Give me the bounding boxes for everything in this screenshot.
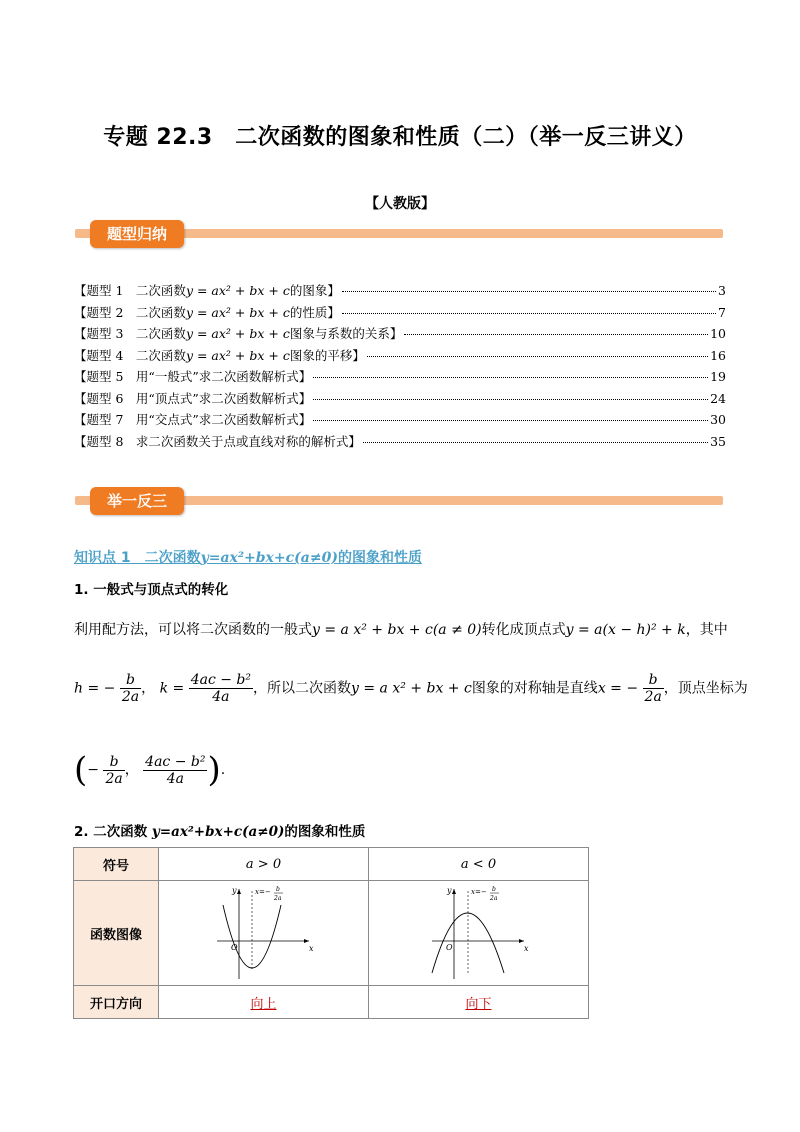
frac-axis — [643, 672, 664, 705]
toc-leader-dots — [363, 442, 708, 443]
toc-item-7[interactable] — [74, 410, 726, 432]
s2-heading-post: 的图象和性质 — [284, 824, 366, 840]
p2-math-general: y = a x² + bx + c — [351, 680, 472, 697]
h-lhs: h = − — [74, 680, 116, 697]
toc-item-label: 【题型 2 二次函数y = ax² + bx + c的性质】 — [74, 304, 340, 320]
frac-k — [189, 672, 253, 705]
toc-page-number: 16 — [710, 347, 726, 363]
p1-math-cond: (a ≠ 0) — [432, 622, 482, 638]
frac-den: 2a — [644, 689, 662, 705]
toc-item-label: 【题型 7 用“交点式”求二次函数解析式】 — [74, 412, 312, 427]
toc-item-label: 【题型 5 用“一般式”求二次函数解析式】 — [74, 369, 312, 384]
frac-num: 4ac − b² — [145, 753, 206, 770]
frac-den: 2a — [121, 689, 140, 705]
toc-item-4[interactable] — [74, 346, 726, 368]
toc-leader-dots — [342, 313, 716, 314]
axis-b-label: b — [491, 886, 496, 893]
open-down-cell — [369, 986, 589, 1019]
parabola-down-graph — [424, 883, 534, 983]
page-title: 专题 22.3 二次函数的图象和性质（二）（举一反三讲义） — [103, 125, 697, 150]
paragraph-1 — [74, 619, 728, 639]
table-row — [74, 848, 589, 881]
p1-math-vertex: y = a(x − h)² + k — [565, 622, 686, 638]
toc-page-number: 7 — [718, 304, 726, 320]
toc-item-label: 【题型 4 二次函数y = ax² + bx + c图象的平移】 — [74, 347, 365, 363]
toc-item-label: 【题型 8 求二次函数关于点或直线对称的解析式】 — [74, 433, 361, 449]
toc-page-number: 10 — [710, 326, 726, 341]
paren-right: ) — [207, 750, 221, 790]
frac-num: b — [103, 754, 124, 771]
origin-label: O — [230, 943, 238, 952]
s2-heading-pre: 2. 二次函数 — [74, 824, 152, 840]
toc-item-label: 【题型 1 二次函数y = ax² + bx + c的图象】 — [74, 283, 340, 298]
minus-sign: − — [87, 762, 99, 778]
toc-page-number: 24 — [710, 390, 726, 406]
y-axis-arrow — [237, 889, 241, 894]
frac-b-2a — [120, 672, 141, 705]
vertex-coordinates — [74, 750, 225, 790]
row-label-symbol: 符号 — [74, 848, 159, 881]
knowledge-point-title — [74, 547, 422, 567]
toc-leader-dots — [404, 334, 708, 335]
comma: ， — [141, 680, 156, 697]
axis-2a-label: 2a — [273, 895, 281, 902]
toc-leader-dots — [367, 356, 708, 357]
parabola-up-graph — [209, 883, 319, 983]
frac-vertex-y — [143, 754, 207, 787]
kp-formula: y=ax²+bx+c(a≠0) — [200, 550, 338, 566]
axis-eq-label: x=− — [254, 888, 271, 896]
s2-heading-formula: y=ax²+bx+c(a≠0) — [151, 824, 285, 840]
table-row — [74, 986, 589, 1019]
p1-math-general: y = a x² + bx + c — [312, 622, 433, 638]
toc-leader-dots — [342, 291, 716, 292]
paren-left: ( — [74, 750, 88, 790]
p2-text-a: ，所以二次函数 — [253, 680, 351, 697]
toc-page-number: 35 — [710, 433, 726, 449]
axis-2a-label: 2a — [489, 895, 497, 902]
open-up-cell — [159, 986, 369, 1019]
section1-heading: 1. 一般式与顶点式的转化 — [74, 582, 229, 598]
y-label: y — [231, 886, 237, 895]
toc-item-3[interactable] — [74, 324, 726, 346]
frac-num: b — [643, 672, 664, 689]
col-a-negative: a < 0 — [369, 848, 589, 881]
p1-text-b: 转化成顶点式 — [481, 622, 566, 638]
x-axis-arrow — [304, 939, 309, 943]
frac-num: 4ac − b² — [190, 672, 251, 688]
x-label: x — [308, 944, 314, 953]
banner-examples: 举一反三 — [90, 487, 184, 515]
p1-text-a: 利用配方法，可以将二次函数的一般式 — [74, 622, 312, 638]
toc-leader-dots — [313, 377, 708, 378]
toc-page-number: 3 — [718, 283, 726, 298]
toc-item-1[interactable] — [74, 281, 726, 303]
toc-leader-dots — [313, 399, 708, 400]
frac-den: 4a — [212, 689, 230, 705]
x-label: x — [523, 944, 529, 953]
axis-b-label: b — [275, 886, 280, 893]
frac-vertex-x — [103, 754, 124, 787]
open-down-text: 向下 — [465, 996, 492, 1012]
properties-table — [73, 847, 589, 1019]
toc-item-label: 【题型 3 二次函数y = ax² + bx + c图象与系数的关系】 — [74, 326, 403, 341]
toc-page-number: 30 — [710, 412, 726, 427]
row-label-graph: 函数图像 — [74, 881, 159, 986]
toc-item-5[interactable] — [74, 367, 726, 389]
frac-num: b — [120, 672, 141, 689]
section2-heading — [74, 820, 365, 840]
period: . — [220, 762, 226, 778]
toc-page-number: 19 — [710, 369, 726, 384]
col-a-positive: a > 0 — [159, 848, 369, 881]
frac-den: 4a — [166, 770, 184, 787]
graph-cell-up — [159, 881, 369, 986]
y-label: y — [446, 886, 452, 895]
toc-item-6[interactable] — [74, 389, 726, 411]
x-lhs: x = − — [597, 680, 639, 697]
toc-item-2[interactable] — [74, 303, 726, 325]
paragraph-2 — [74, 672, 748, 705]
axis-eq-label: x=− — [470, 888, 487, 896]
toc-leader-dots — [313, 420, 708, 421]
kp-suffix: 的图象和性质 — [337, 550, 422, 566]
row-label-direction: 开口方向 — [74, 986, 159, 1019]
table-of-contents — [74, 281, 726, 453]
origin-label: O — [445, 943, 453, 952]
p2-text-b: 图象的对称轴是直线 — [471, 680, 598, 697]
k-lhs: k = — [159, 680, 185, 697]
p2-text-c: ，顶点坐标为 — [663, 680, 748, 697]
toc-item-8[interactable] — [74, 432, 726, 454]
p1-text-c: ，其中 — [685, 622, 728, 638]
x-axis-arrow — [519, 939, 524, 943]
comma: ， — [124, 762, 139, 778]
y-axis-arrow — [452, 889, 456, 894]
toc-item-label: 【题型 6 用“顶点式”求二次函数解析式】 — [74, 390, 312, 406]
graph-cell-down — [369, 881, 589, 986]
table-row — [74, 881, 589, 986]
edition-label: 【人教版】 — [365, 196, 435, 212]
open-up-text: 向上 — [250, 996, 277, 1012]
kp-label: 知识点 1 二次函数 — [74, 550, 201, 566]
frac-den: 2a — [105, 770, 123, 787]
banner-toc: 题型归纳 — [90, 220, 184, 248]
